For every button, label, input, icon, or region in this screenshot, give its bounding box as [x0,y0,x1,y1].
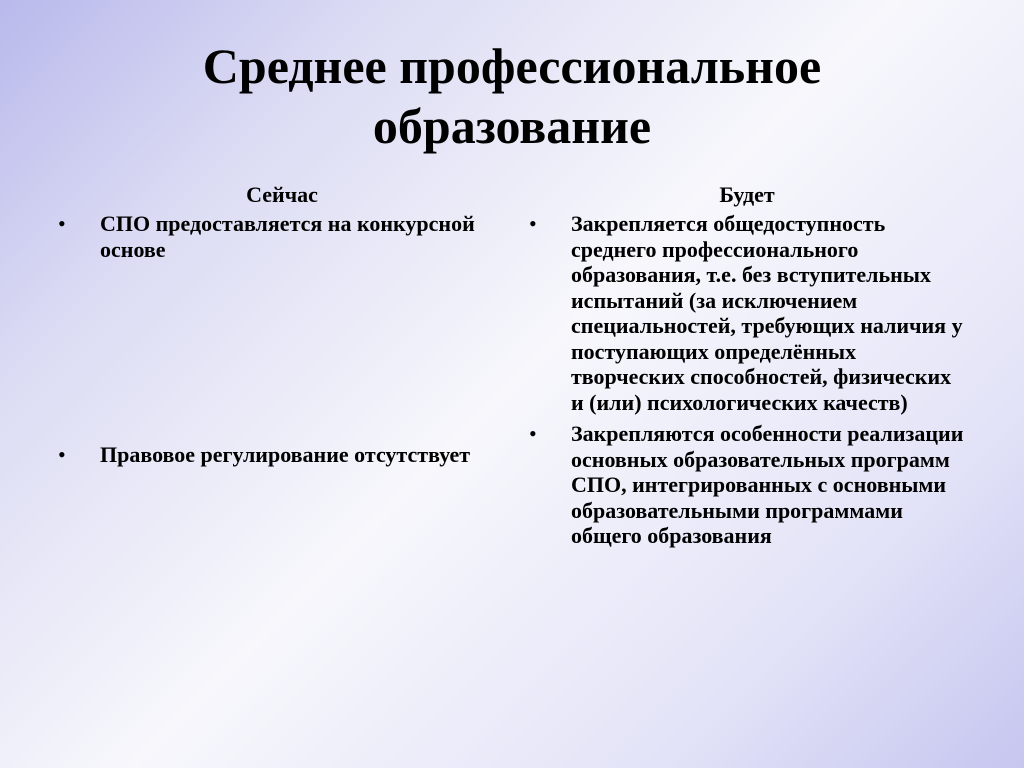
right-list-item [527,211,967,415]
right-column-header: Будет [719,182,775,207]
left-bullet-list [56,211,496,468]
left-list-item [56,211,496,262]
left-list-item-text: СПО предоставляется на конкурсной основе [100,211,475,262]
left-column-header: Сейчас [246,182,318,207]
left-list-item [56,442,496,468]
right-bullet-list [527,211,967,549]
left-list-item-text: Правовое регулирование отсутствует [100,442,471,467]
bullet-icon: • [58,442,66,467]
left-column [56,181,496,468]
right-list-item [527,421,967,549]
bullet-icon: • [58,211,66,236]
right-list-item-text: Закрепляется общедоступность среднего профессионального образования, т.е. без вступительных испытаний (за исключением специальностей, требующих наличия у поступающих определённых творческих способностей, физических и (или) психологических качеств) [571,211,963,415]
slide-title-line-2: образование [372,98,652,154]
bullet-icon: • [529,211,537,236]
bullet-icon: • [529,421,537,446]
slide-title [0,36,1024,156]
right-list-item-text: Закрепляются особенности реализации основных образовательных программ СПО, интегрированных с основными образовательными программами общего образования [571,421,964,548]
slide-title-line-1: Среднее профессиональное [202,38,822,94]
right-column [527,181,967,549]
